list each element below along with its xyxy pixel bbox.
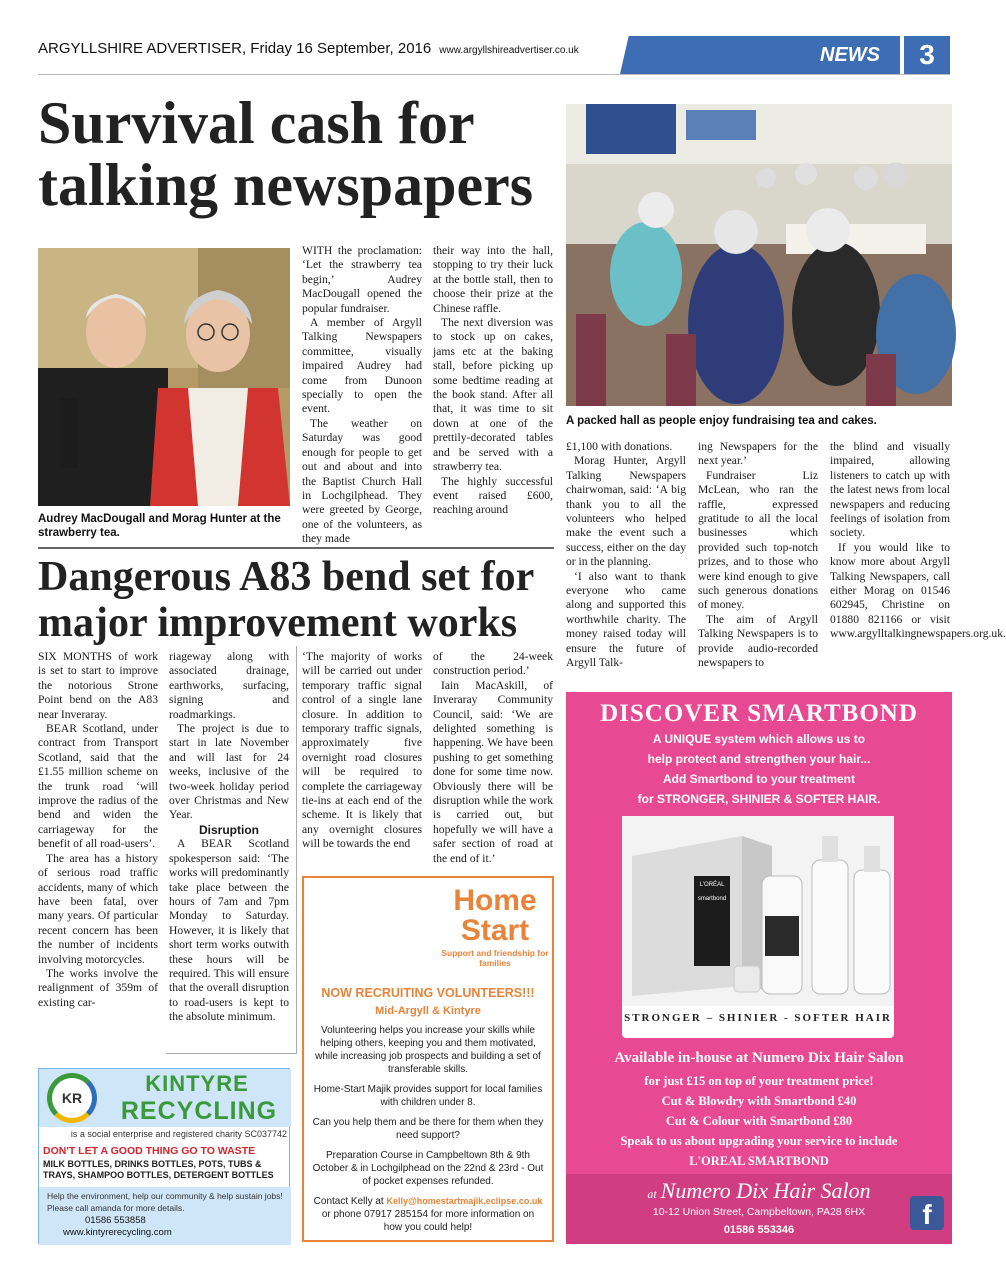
section-label: NEWS xyxy=(820,44,880,66)
smartbond-line-1: A UNIQUE system which allows us to xyxy=(652,732,866,746)
homestart-paragraph: Preparation Course in Campbeltown 8th & 9th October & in Lochgilphead on the 22nd & 23rd - Out of pocket expenses refunded. xyxy=(312,1150,544,1187)
paragraph: The project is due to start in late November and will last for 24 weeks, inclusive of the two-week holiday period over Christmas and New Year. xyxy=(169,722,289,822)
kintyre-title-2: RECYCLING xyxy=(120,1097,278,1125)
ad-kintyre-recycling[interactable] xyxy=(38,1068,290,1244)
salon-address: 10-12 Union Street, Campbeltown, PA28 6HX xyxy=(652,1206,866,1218)
smartbond-offer-1: Cut & Blowdry with Smartbond £40 xyxy=(661,1094,857,1108)
homestart-logo xyxy=(440,886,550,968)
smartbond-offer-2: Cut & Colour with Smartbond £80 xyxy=(665,1114,853,1128)
story2-column-4 xyxy=(433,650,553,866)
hall-illustration xyxy=(566,104,952,406)
homestart-area: Mid-Argyll & Kintyre xyxy=(375,1005,481,1017)
paragraph: WITH the proclamation: ‘Let the strawberry tea begin,’ Audrey MacDougall opened the popular fundraiser. xyxy=(302,244,422,315)
product-illustration xyxy=(622,816,894,1006)
story1-column-3 xyxy=(566,440,686,671)
masthead xyxy=(38,40,579,57)
paragraph: ing Newspapers for the next year.’ xyxy=(698,440,818,468)
kintyre-title-1: KINTYRE xyxy=(145,1071,249,1096)
paragraph: ‘The majority of works will be carried out under temporary traffic signal control of a single lane closure. In addition to temporary traffic signals, approximately five overnight road closures will be required to complete the carriageway tie-ins at each end of the scheme. It is likely that any overnight closures will be towards the end xyxy=(302,650,422,851)
story1-column-5 xyxy=(830,440,1006,642)
paragraph: their way into the hall, stopping to try their luck at the bottle stall, then to choose their prize at the Chinese raffle. xyxy=(433,244,553,315)
kintyre-items: MILK BOTTLES, DRINKS BOTTLES, POTS, TUBS & TRAYS, SHAMPOO BOTTLES, DETERGENT BOTTLES xyxy=(43,1159,274,1180)
smartbond-loreal: L'OREAL SMARTBOND xyxy=(689,1154,829,1168)
salon-name-line xyxy=(566,1178,952,1204)
paragraph: Fundraiser Liz McLean, who ran the raffle, expressed gratitude to all the local businesses which provided such top-notch prizes, and to those who were kind enough to give such generous donations of money. xyxy=(698,468,818,612)
paragraph: ‘I also want to thank everyone who came along and supported this worthwhile charity. The money raised today will ensure the future of Argyll Talk- xyxy=(566,569,686,670)
homestart-email-link[interactable]: Kelly@homestartmajik.eclipse.co.uk xyxy=(386,1196,543,1206)
facebook-icon[interactable]: f xyxy=(910,1196,944,1230)
paragraph: £1,100 with donations. xyxy=(566,440,673,453)
recycle-logo-text: KR xyxy=(61,1090,83,1106)
kintyre-phone[interactable]: 01586 553858 xyxy=(85,1215,146,1226)
salon-name: Numero Dix Hair Salon xyxy=(660,1178,871,1203)
homestart-logo-line2: Start xyxy=(460,914,530,947)
paragraph: riageway along with associated drainage, earthworks, surfacing, signing and roadmarkings. xyxy=(169,650,289,721)
homestart-logo-line1: Home xyxy=(453,884,537,917)
story2-column-2 xyxy=(169,650,289,1025)
smartbond-line-3: Add Smartbond to your treatment xyxy=(662,772,855,786)
smartbond-availability: Available in-house at Numero Dix Hair Salon xyxy=(614,1050,904,1066)
product-panel xyxy=(622,816,894,1038)
paragraph: of the 24-week construction period.’ xyxy=(433,650,553,678)
salon-phone[interactable]: 01586 553346 xyxy=(723,1224,795,1236)
photo-audrey-morag xyxy=(38,248,290,506)
story2-column-1 xyxy=(38,650,158,1010)
contact-suffix: or phone 07917 285154 for more information on how you could help! xyxy=(321,1209,535,1233)
paragraph: The aim of Argyll Talking Newspapers is to provide audio-recorded newspapers to xyxy=(698,612,818,670)
smartbond-line-4: for STRONGER, SHINIER & SOFTER HAIR. xyxy=(637,792,881,806)
smartbond-title: DISCOVER SMARTBOND xyxy=(600,700,918,727)
photo-illustration xyxy=(38,248,290,506)
homestart-contact xyxy=(312,1195,544,1234)
paragraph: The area has a history of serious road traffic accidents, many of which have been fatal, over many years. Of particular recent concern has been the number of incidents involving motorcycles. xyxy=(38,851,158,966)
kintyre-slogan: DON'T LET A GOOD THING GO TO WASTE xyxy=(43,1145,256,1157)
paragraph: The weather on Saturday was good enough for people to get out and about and into the Baptist Church Hall in Lochgilphead. They were greeted by George, one of the volunteers, as they made xyxy=(302,416,422,546)
photo-caption-audrey: Audrey MacDougall and Morag Hunter at the strawberry tea. xyxy=(38,513,281,539)
smartbond-line-2: help protect and strengthen your hair... xyxy=(647,752,871,766)
kintyre-help: Help the environment, help our community & help sustain jobs! xyxy=(47,1191,283,1201)
paragraph: BEAR Scotland, under contract from Transport Scotland, said that the £1.55 million scheme on the trunk road ‘will improve the radius of the bend and widen the carriageway for the benefit of all road-users’. xyxy=(38,722,158,851)
story1-column-1 xyxy=(302,244,422,547)
paragraph: The next diversion was to stock up on cakes, jams etc at the baking stall, before picking up some bedtime reading at the book stand. After all that, it was time to sit down at one of the prettily-decorated tables and be served with a strawberry tea. xyxy=(433,316,553,474)
homestart-paragraph: Can you help them and be there for them when they need support? xyxy=(312,1117,544,1141)
paragraph: A BEAR Scotland spokesperson said: ‘The works will predominantly take place between the hours of 7am and 7pm Monday to Saturday. However, it is likely that short term works outwith these hours will be required. This will ensure that the overall disruption to road-users is kept to the absolute minimum. xyxy=(169,837,289,1024)
recycle-logo-icon xyxy=(47,1073,97,1123)
story-divider xyxy=(38,547,554,549)
homestart-paragraph: Volunteering helps you increase your skills while helping others, keeping you and them motivated, while increasing job prospects and building a set of transferable skills. xyxy=(315,1025,541,1075)
paragraph: the blind and visually impaired, allowing listeners to catch up with the latest news from local newspapers and reducing feelings of isolation from society. xyxy=(830,440,950,540)
product-name: smartbond xyxy=(697,896,727,902)
homestart-paragraph: Home-Start Majik provides support for local families with children under 8. xyxy=(313,1084,543,1108)
paragraph: If you would like to know more about Argyll Talking Newspapers, call either Morag on 01546 602945, Christine on 01880 821166 or visit www.argylltalkingnewspapers.org.uk. xyxy=(830,540,1006,641)
ad-home-start[interactable] xyxy=(302,876,554,1242)
paragraph: Iain MacAskill, of Inveraray Community Council, said: ‘We are delighted something is happening. We have been pushing to get something done for some time now. Obviously there will be disruption while the work is carried out, but hopefully we will have a safer section of road at the end of it.’ xyxy=(433,678,553,865)
ad-smartbond[interactable] xyxy=(566,692,952,1244)
story1-headline: Survival cash for talking newspapers xyxy=(38,90,534,218)
paragraph: The works involve the realignment of 359m of existing car- xyxy=(38,966,158,1009)
homestart-body xyxy=(312,1024,544,1234)
product-brand: L'ORÉAL xyxy=(699,882,725,888)
homestart-headline: NOW RECRUITING VOLUNTEERS!!! xyxy=(321,986,535,1000)
header-divider xyxy=(38,74,950,75)
contact-prefix: Contact Kelly at xyxy=(313,1196,387,1207)
publication-date: ARGYLLSHIRE ADVERTISER, Friday 16 September, 2016 xyxy=(38,40,432,57)
story2-bottom-rule xyxy=(166,1053,297,1054)
product-band: STRONGER – SHINIER - SOFTER HAIR xyxy=(624,1012,892,1024)
photo-caption-hall: A packed hall as people enjoy fundraising tea and cakes. xyxy=(566,415,877,427)
paragraph: The highly successful event raised £600, reaching around xyxy=(433,474,553,517)
homestart-logo-tagline: Support and friendship for families xyxy=(441,948,549,968)
story1-column-4 xyxy=(698,440,818,671)
subheading-disruption: Disruption xyxy=(199,822,259,837)
story2-column-3 xyxy=(302,650,422,852)
story2-headline: Dangerous A83 bend set for major improvement works xyxy=(38,554,534,646)
paragraph: A member of Argyll Talking Newspapers committee, visually impaired Audrey had come from Dunoon specially to open the event. xyxy=(302,316,422,416)
story2-box-rule xyxy=(296,646,297,1054)
salon-at: at xyxy=(647,1187,657,1201)
paragraph: SIX MONTHS of work is set to start to improve the notorious Strone Point bend on the A83 near Inveraray. xyxy=(38,650,158,721)
kintyre-call: Please call amanda for more details. xyxy=(47,1203,185,1213)
page-number: 3 xyxy=(900,36,950,74)
publication-url[interactable]: www.argyllshireadvertiser.co.uk xyxy=(439,45,579,56)
smartbond-price: for just £15 on top of your treatment price! xyxy=(644,1074,874,1088)
kintyre-tagline: is a social enterprise and registered charity SC037742 xyxy=(70,1129,287,1139)
smartbond-speak: Speak to us about upgrading your service to include xyxy=(620,1134,898,1148)
story1-column-2 xyxy=(433,244,553,518)
kintyre-website[interactable]: www.kintyrerecycling.com xyxy=(63,1227,172,1238)
paragraph: Morag Hunter, Argyll Talking Newspapers chairwoman, said: ‘A big thank you to all the volunteers who helped make the event such a success, either on the day or in the planning. xyxy=(566,454,686,569)
photo-packed-hall xyxy=(566,104,952,406)
